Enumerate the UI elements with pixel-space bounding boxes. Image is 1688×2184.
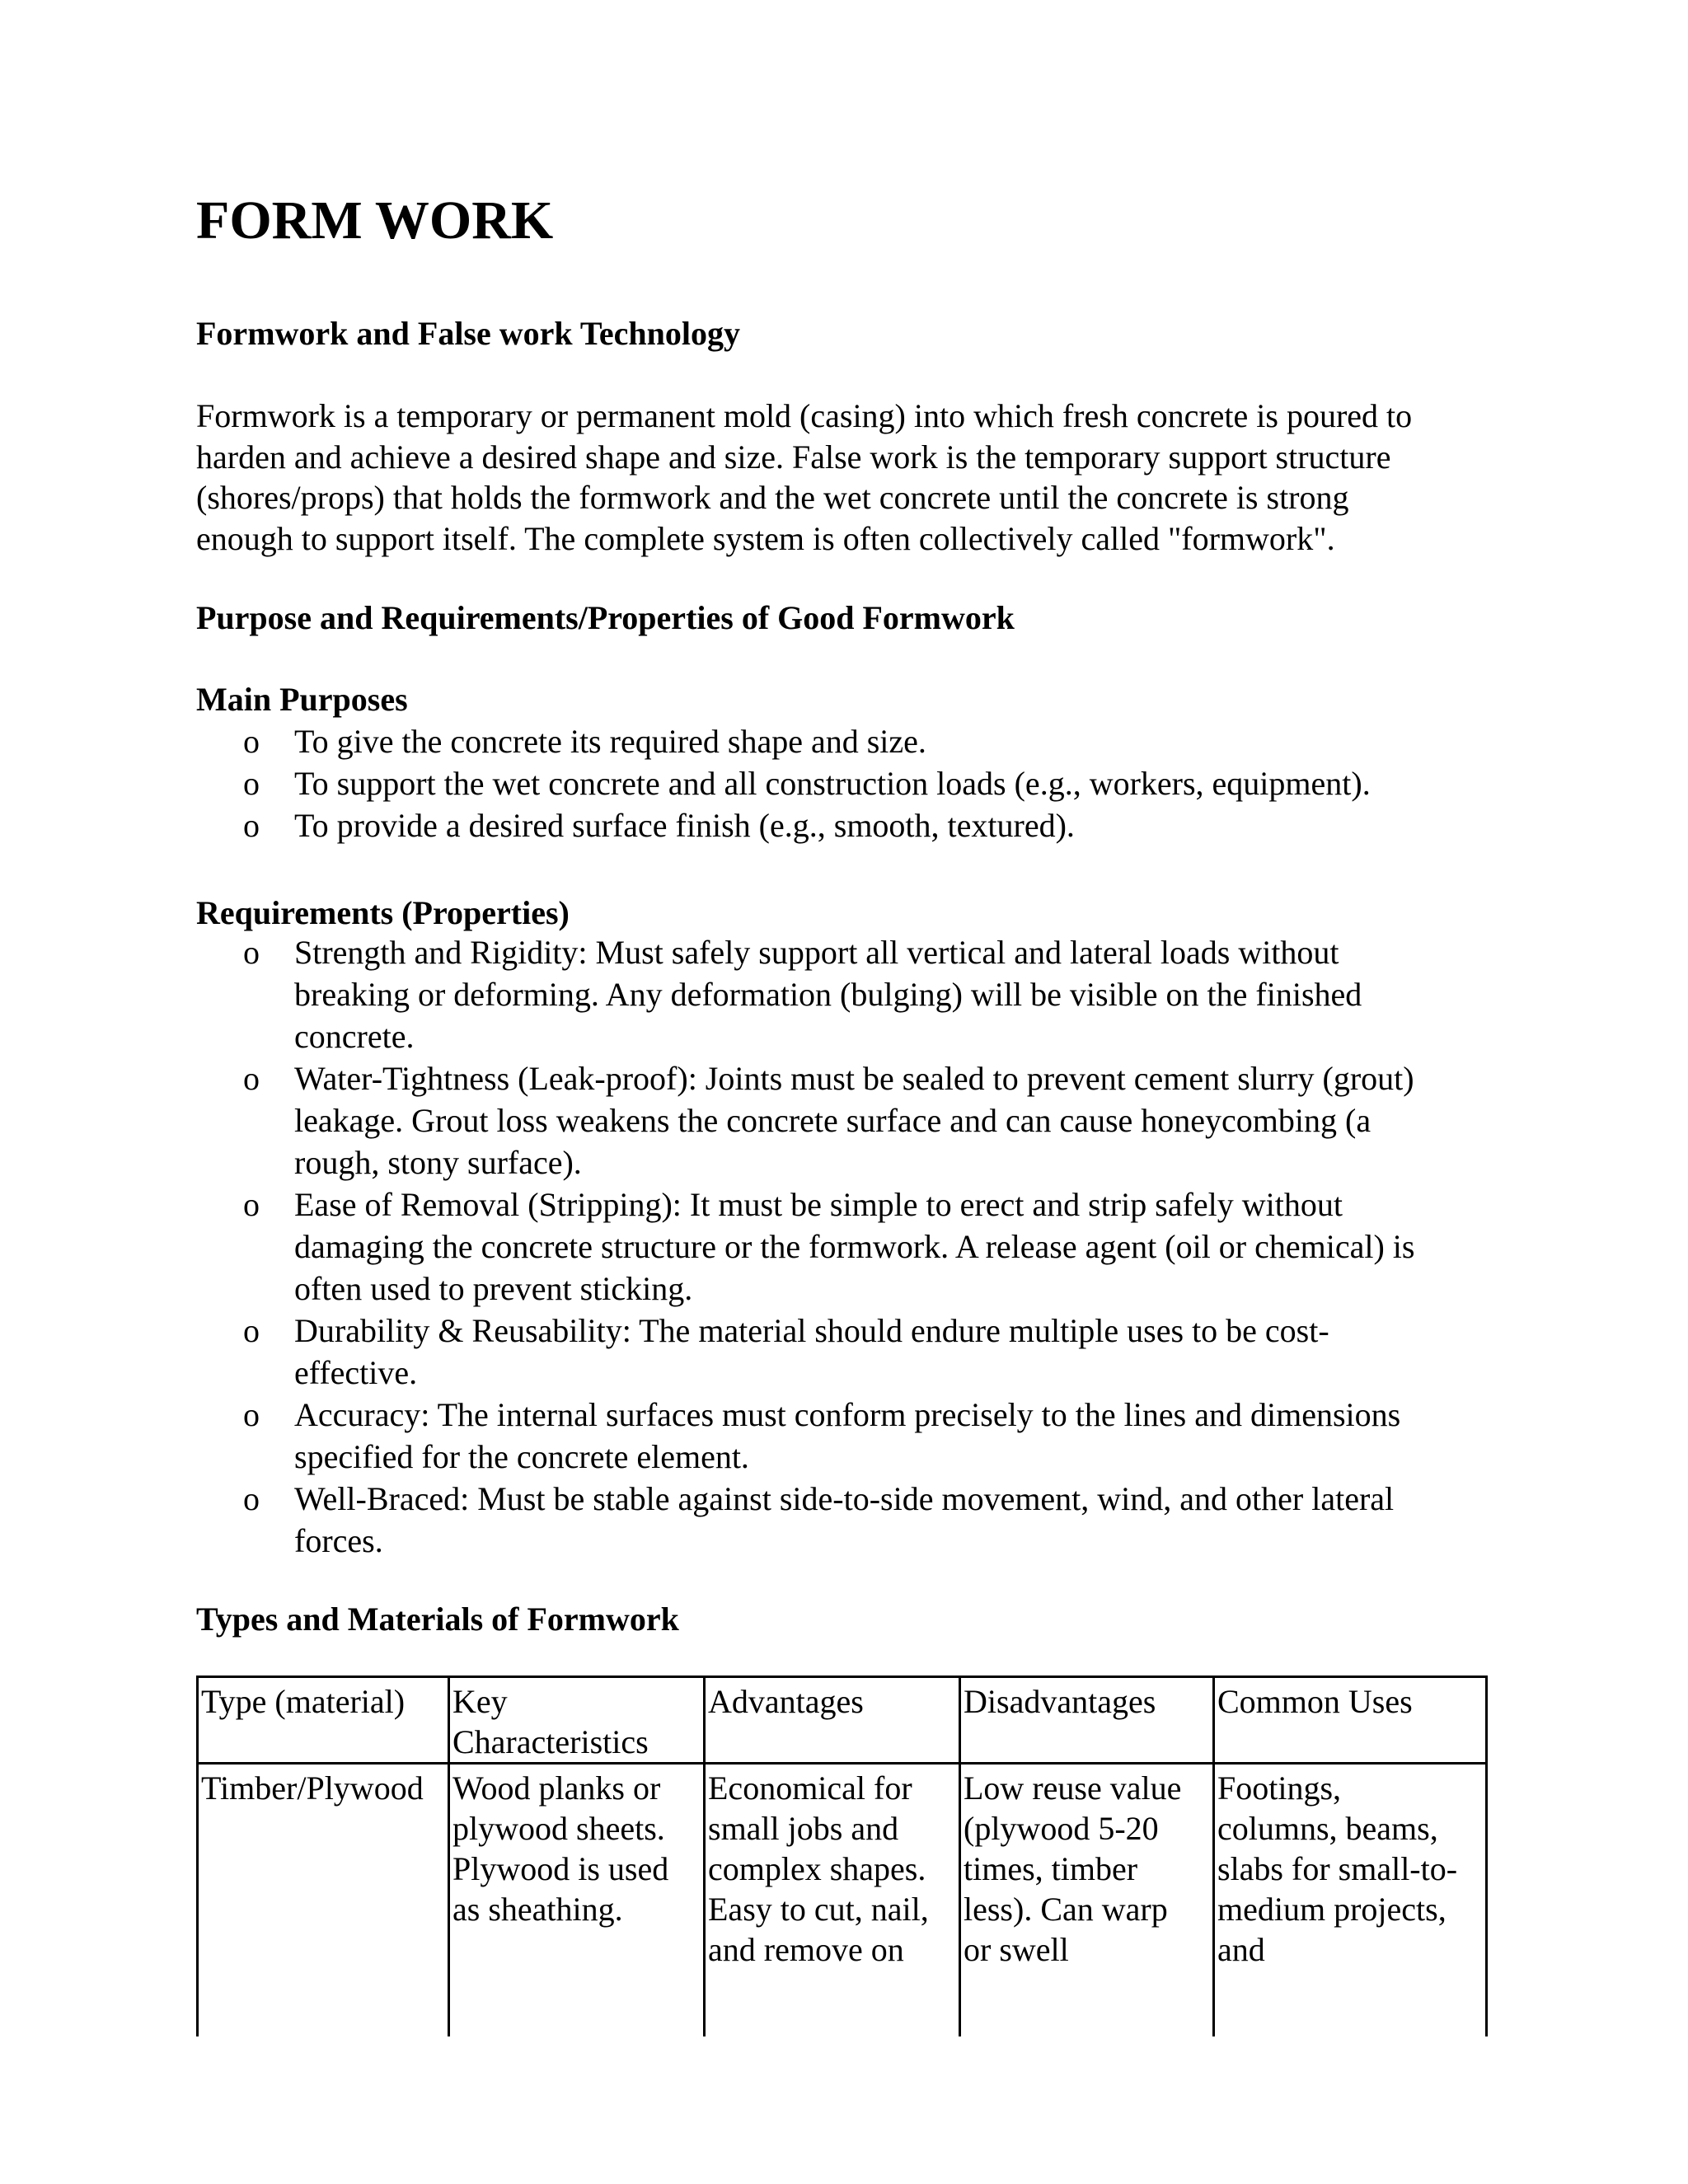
section-heading-types-materials: Types and Materials of Formwork xyxy=(196,1601,679,1638)
bullet-marker: o xyxy=(243,765,260,802)
list-item-line: To support the wet concrete and all construction loads (e.g., workers, equipment). xyxy=(294,765,1371,802)
cell-line: Footings, xyxy=(1217,1769,1342,1807)
list-item xyxy=(196,1183,1515,1310)
cell-line: Disadvantages xyxy=(964,1683,1156,1720)
table-cell xyxy=(705,1764,960,2037)
intro-paragraph xyxy=(196,396,1515,559)
cell-line: and remove on xyxy=(708,1931,904,1968)
list-item xyxy=(196,931,1515,1057)
list-item xyxy=(196,1394,1515,1478)
list-item xyxy=(196,1057,1515,1183)
cell-line: Type (material) xyxy=(201,1683,406,1720)
list-item-line: breaking or deforming. Any deformation (bulging) will be visible on the finished xyxy=(294,976,1362,1013)
table-row xyxy=(198,1764,1487,2037)
list-item-line: specified for the concrete element. xyxy=(294,1438,749,1475)
list-item-line: Accuracy: The internal surfaces must conform precisely to the lines and dimensions xyxy=(294,1396,1401,1433)
cell-line: Characteristics xyxy=(452,1723,649,1760)
cell-line: times, timber xyxy=(964,1850,1138,1887)
list-item-line: Durability & Reusability: The material should endure multiple uses to be cost- xyxy=(294,1312,1329,1349)
bullet-marker: o xyxy=(243,1060,260,1097)
requirements-list xyxy=(196,931,1515,1562)
list-item xyxy=(196,1478,1515,1562)
cell-line: and xyxy=(1217,1931,1265,1968)
bullet-marker: o xyxy=(243,1186,260,1223)
list-item xyxy=(196,804,1515,846)
main-purposes-list xyxy=(196,720,1515,846)
paragraph-line: enough to support itself. The complete system is often collectively called "formwork". xyxy=(196,519,1335,557)
list-item-line: Well-Braced: Must be stable against side-to-side movement, wind, and other lateral xyxy=(294,1480,1395,1517)
list-item xyxy=(196,1310,1515,1394)
list-item-line: rough, stony surface). xyxy=(294,1144,582,1181)
cell-line: as sheathing. xyxy=(452,1891,623,1928)
table-cell xyxy=(1214,1764,1487,2037)
cell-line: medium projects, xyxy=(1217,1891,1447,1928)
cell-line: Timber/Plywood xyxy=(201,1769,424,1807)
paragraph-line: (shores/props) that holds the formwork and the wet concrete until the concrete is strong xyxy=(196,479,1349,516)
bullet-marker: o xyxy=(243,723,260,760)
cell-line: slabs for small-to- xyxy=(1217,1850,1458,1887)
subheading-requirements: Requirements (Properties) xyxy=(196,894,570,931)
table-cell xyxy=(449,1764,705,2037)
table-cell xyxy=(198,1764,449,2037)
bullet-marker: o xyxy=(243,1312,260,1349)
document-title: FORM WORK xyxy=(196,190,554,251)
cell-line: (plywood 5-20 xyxy=(964,1810,1159,1847)
table-header-cell xyxy=(1214,1677,1487,1764)
cell-line: Easy to cut, nail, xyxy=(708,1891,929,1928)
section-heading-formwork-technology: Formwork and False work Technology xyxy=(196,315,741,352)
list-item-line: To give the concrete its required shape and size. xyxy=(294,723,926,760)
cell-line: Wood planks or xyxy=(452,1769,661,1807)
table-header-cell xyxy=(449,1677,705,1764)
cell-line: columns, beams, xyxy=(1217,1810,1438,1847)
list-item-line: forces. xyxy=(294,1522,383,1559)
table-header-cell xyxy=(198,1677,449,1764)
list-item-line: damaging the concrete structure or the formwork. A release agent (oil or chemical) is xyxy=(294,1228,1415,1265)
cell-line: Advantages xyxy=(708,1683,864,1720)
list-item-line: Strength and Rigidity: Must safely support all vertical and lateral loads without xyxy=(294,934,1339,971)
cell-line: or swell xyxy=(964,1931,1069,1968)
list-item-line: Ease of Removal (Stripping): It must be simple to erect and strip safely without xyxy=(294,1186,1343,1223)
list-item-line: leakage. Grout loss weakens the concrete surface and can cause honeycombing (a xyxy=(294,1102,1372,1139)
paragraph-line: harden and achieve a desired shape and size. False work is the temporary support structure xyxy=(196,438,1391,476)
cell-line: complex shapes. xyxy=(708,1850,926,1887)
table-cell xyxy=(960,1764,1214,2037)
list-item xyxy=(196,720,1515,762)
section-heading-purpose-requirements: Purpose and Requirements/Properties of Good Formwork xyxy=(196,599,1015,636)
cell-line: plywood sheets. xyxy=(452,1810,665,1847)
list-item xyxy=(196,762,1515,804)
subheading-main-purposes: Main Purposes xyxy=(196,681,408,718)
bullet-marker: o xyxy=(243,1396,260,1433)
list-item-line: concrete. xyxy=(294,1018,415,1055)
paragraph-line: Formwork is a temporary or permanent mold (casing) into which fresh concrete is poured to xyxy=(196,397,1413,434)
cell-line: small jobs and xyxy=(708,1810,899,1847)
cell-line: Common Uses xyxy=(1217,1683,1413,1720)
bullet-marker: o xyxy=(243,1480,260,1517)
cell-line: less). Can warp xyxy=(964,1891,1168,1928)
cell-line: Low reuse value xyxy=(964,1769,1182,1807)
list-item-line: Water-Tightness (Leak-proof): Joints must be sealed to prevent cement slurry (grout) xyxy=(294,1060,1414,1097)
table-header-row xyxy=(198,1677,1487,1764)
table-header-cell xyxy=(705,1677,960,1764)
formwork-types-table xyxy=(196,1675,1488,2036)
bullet-marker: o xyxy=(243,934,260,971)
cell-line: Key xyxy=(452,1683,508,1720)
list-item-line: often used to prevent sticking. xyxy=(294,1270,693,1307)
cell-line: Plywood is used xyxy=(452,1850,669,1887)
table-header-cell xyxy=(960,1677,1214,1764)
list-item-line: effective. xyxy=(294,1354,418,1391)
list-item-line: To provide a desired surface finish (e.g., smooth, textured). xyxy=(294,807,1075,844)
bullet-marker: o xyxy=(243,807,260,844)
cell-line: Economical for xyxy=(708,1769,912,1807)
